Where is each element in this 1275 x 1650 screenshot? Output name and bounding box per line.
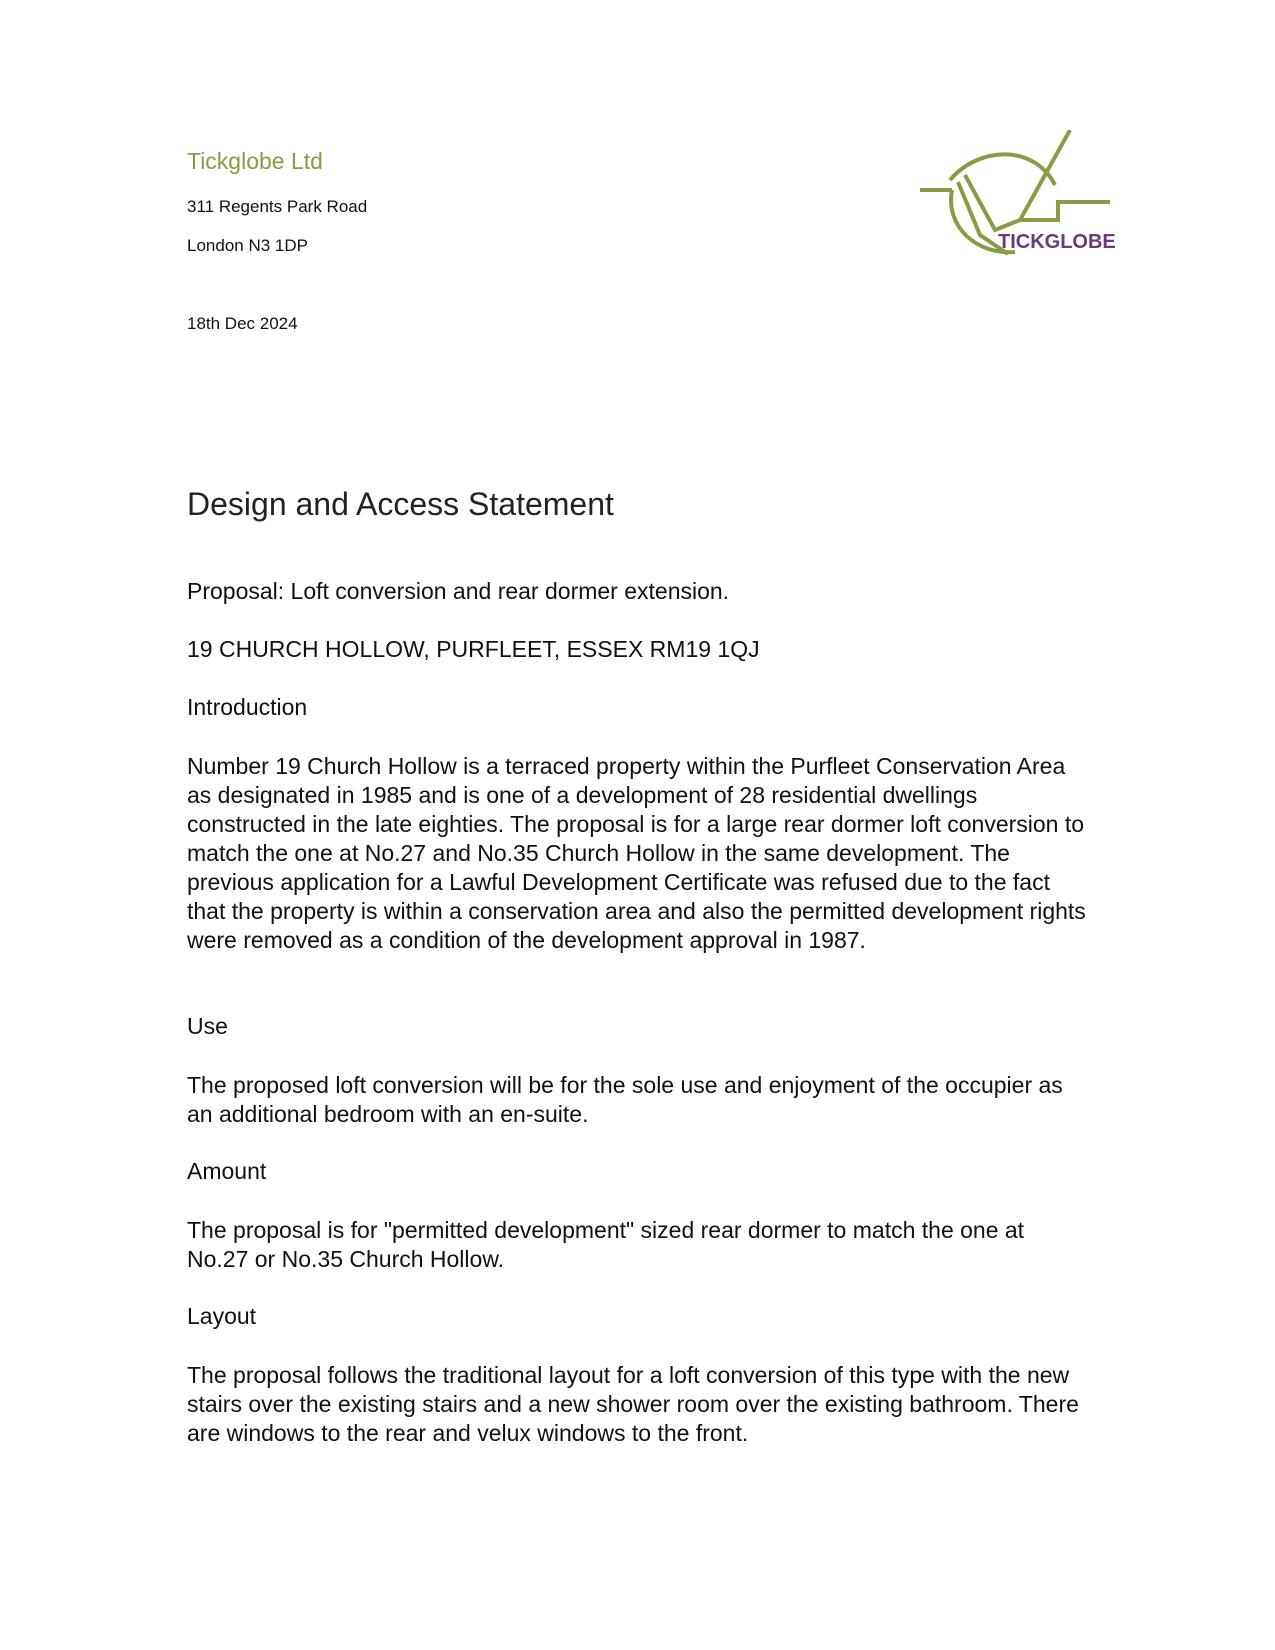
section-heading-use: Use — [187, 1013, 228, 1039]
address-line-1: 311 Regents Park Road — [187, 197, 368, 216]
document-title: Design and Access Statement — [187, 486, 614, 522]
section-text-amount: The proposal is for "permitted development" sized rear dormer to match the one at No.27 or No.35 Church Hollow. — [187, 1217, 1025, 1272]
section-heading-introduction: Introduction — [187, 694, 308, 720]
tickglobe-logo — [920, 130, 1130, 270]
section-heading-amount: Amount — [187, 1158, 267, 1184]
section-text-use: The proposed loft conversion will be for the sole use and enjoyment of the occupier as an additional bedroom with an en-suite. — [187, 1072, 1063, 1127]
address-line-2: London N3 1DP — [187, 236, 308, 255]
site-address: 19 CHURCH HOLLOW, PURFLEET, ESSEX RM19 1QJ — [187, 636, 760, 662]
tickglobe-logo-graphic — [920, 130, 1130, 270]
section-text-introduction: Number 19 Church Hollow is a terraced property within the Purfleet Conservation Area as designated in 1985 and is one of a development of 28 residential dwellings constructed in the late eighties. The proposal is for a large rear dormer loft conversion to match the one at No.27 and No.35 Church Hollow in the same development. The previous application for a Lawful Development Certificate was refused due to the fact that the property is within a conservation area and also the permitted development rights were removed as a condition of the development approval in 1987. — [187, 753, 1086, 953]
company-name: Tickglobe Ltd — [187, 148, 323, 174]
section-heading-layout: Layout — [187, 1303, 257, 1329]
letter-date: 18th Dec 2024 — [187, 314, 298, 333]
proposal-line: Proposal: Loft conversion and rear dormer extension. — [187, 578, 730, 604]
section-text-layout: The proposal follows the traditional layout for a loft conversion of this type with the new stairs over the existing stairs and a new shower room over the existing bathroom. There are windows to the rear and velux windows to the front. — [187, 1362, 1079, 1446]
logo-text: TICKGLOBE — [998, 231, 1116, 253]
